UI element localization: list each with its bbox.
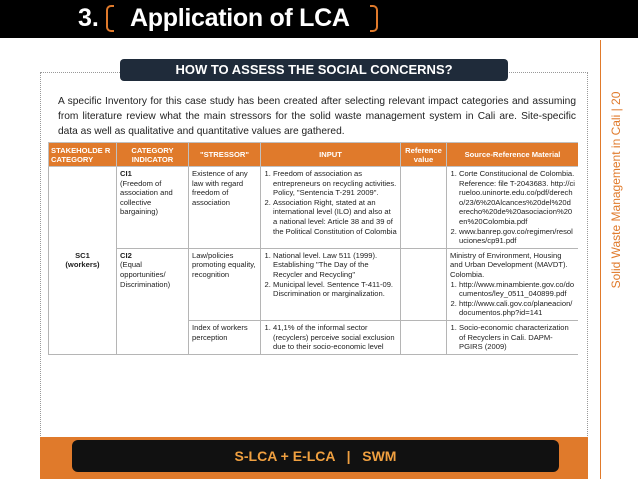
source-item: 2. www.banrep.gov.co/regimen/resoluciones/cp91.pdf	[459, 227, 575, 246]
input-cell	[261, 248, 401, 320]
table-row	[49, 167, 579, 249]
right-bracket-decoration	[370, 5, 378, 32]
reference-cell	[401, 167, 447, 249]
stakeholder-cell	[49, 167, 117, 355]
source-item: 1. Corte Constitucional de Colombia. Reference: file T-2043683. http://cirueloo.uninorte.edu.co/pdf/derecho/23/6%20Alcances%20del%20derecho%20de%20asociacion%20en%20Colombia.pdf	[459, 169, 575, 227]
stressor-cell: Index of workers perception	[189, 320, 261, 354]
slide-number: 3.	[78, 4, 99, 32]
side-label	[601, 55, 631, 325]
intro-paragraph: A specific Inventory for this case study has been created after selecting relevant impact categories and assuming from literature review what the main stressors for the solid waste management system in Cali are. Site-specific data as well as qualitative and quantitative values are gathered.	[58, 96, 576, 137]
title-bar	[0, 0, 638, 38]
table-row	[49, 248, 579, 320]
indicator-cell	[117, 167, 189, 249]
header-stressor: "STRESSOR"	[189, 143, 261, 167]
inventory-table-wrapper	[48, 142, 578, 440]
inventory-table	[48, 142, 578, 355]
input-item: 2. Association Right, stated at an international level (ILO) and also at a national level: Article 38 and 39 of the Political Constitution of Colombia	[273, 198, 397, 236]
section-header: HOW TO ASSESS THE SOCIAL CONCERNS?	[120, 59, 508, 81]
stakeholder-code: SC1	[75, 250, 90, 260]
stressor-cell: Law/policies promoting equality, recognition	[189, 248, 261, 320]
reference-cell	[401, 248, 447, 320]
input-cell	[261, 320, 401, 354]
header-reference: Reference value	[401, 143, 447, 167]
source-item: 1. Socio-economic characterization of Recyclers in Cali. DAPM-PGIRS (2009)	[459, 323, 575, 352]
header-source: Source-Reference Material	[447, 143, 579, 167]
table-header-row	[49, 143, 579, 167]
left-bracket-decoration	[106, 5, 114, 32]
source-cell	[447, 248, 579, 320]
header-input: INPUT	[261, 143, 401, 167]
side-label-text: Solid Waste Management in Cali | 20	[609, 91, 623, 289]
header-indicator: CATEGORY INDICATOR	[117, 143, 189, 167]
source-intro: Ministry of Environment, Housing and Urban Development (MAVDT). Colombia.	[450, 250, 568, 279]
input-item: 2. Municipal level. Sentence T-411-09. Discrimination or marginalization.	[273, 280, 397, 299]
indicator-code: CI2	[120, 250, 132, 260]
input-cell	[261, 167, 401, 249]
source-item: 2. http://www.cali.gov.co/planeacion/documentos.php?id=141	[459, 299, 575, 318]
slide-title: Application of LCA	[130, 4, 350, 32]
input-item: 1. Freedom of association as entrepreneurs on recycling activities. Policy, "Sentencia T-291 2009".	[273, 169, 397, 198]
input-item: 1. 41,1% of the informal sector (recyclers) perceive social exclusion due to their socio-economic level	[273, 323, 397, 352]
stressor-cell: Existence of any law with regard freedom of association	[189, 167, 261, 249]
reference-cell	[401, 320, 447, 354]
input-item: 1. National level. Law 511 (1999). Establishing "The Day of the Recycler and Recycling"	[273, 251, 397, 280]
indicator-name: (Equal opportunities/ Discrimination)	[120, 260, 171, 289]
indicator-cell	[117, 248, 189, 354]
indicator-code: CI1	[120, 169, 132, 178]
source-cell	[447, 320, 579, 354]
header-stakeholder: STAKEHOLDE R CATEGORY	[49, 143, 117, 167]
footer-label: S-LCA + E-LCA | SWM	[72, 440, 559, 472]
stakeholder-name: (workers)	[65, 260, 100, 270]
indicator-name: (Freedom of association and collective bargaining)	[120, 178, 173, 217]
source-cell	[447, 167, 579, 249]
source-item: 1. http://www.minambiente.gov.co/documentos/ley_0511_040899.pdf	[459, 280, 575, 299]
